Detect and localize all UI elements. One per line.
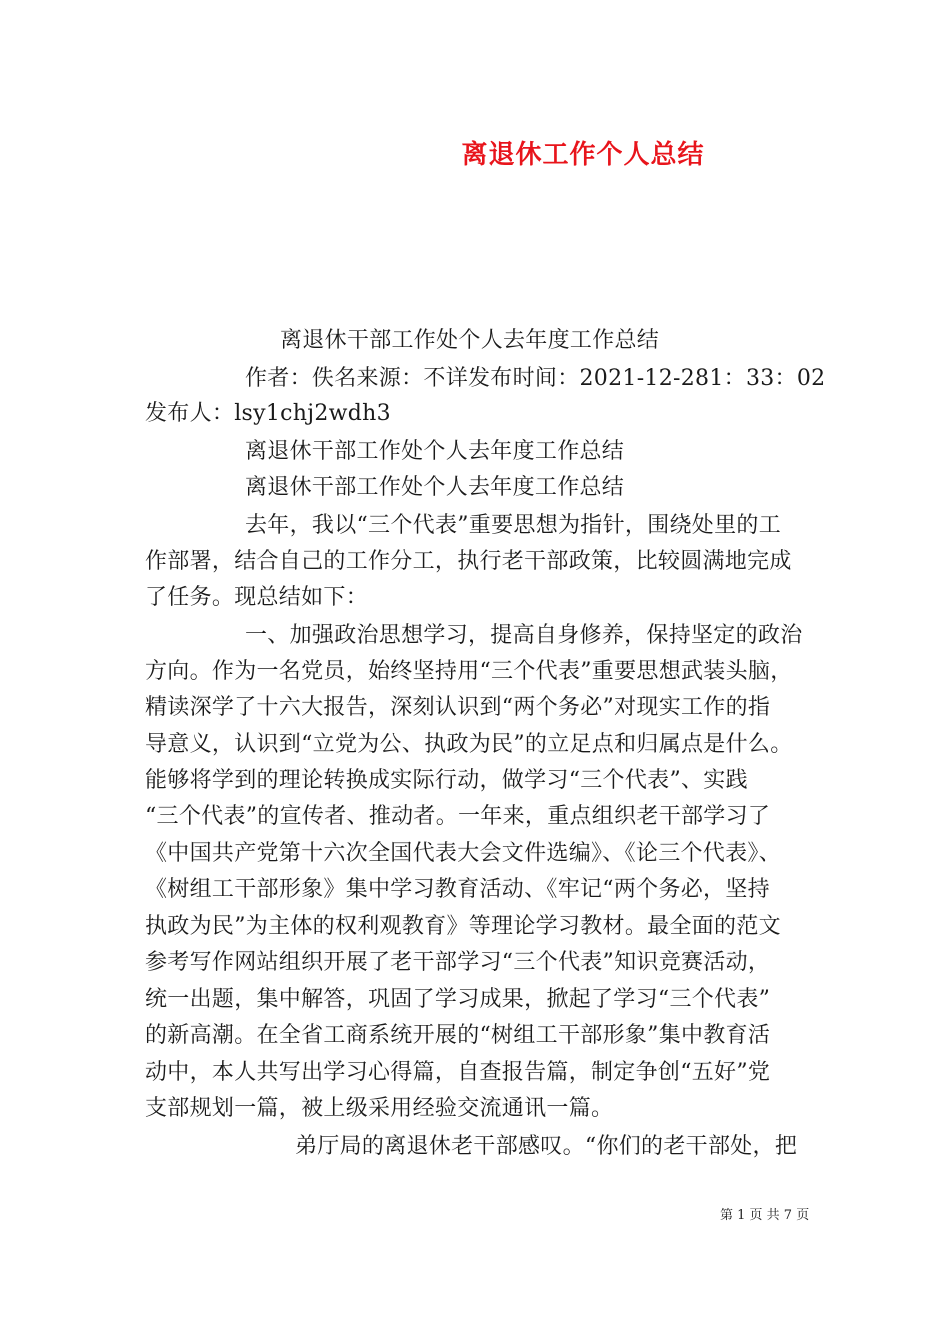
paragraph-line: 统一出题，集中解答，巩固了学习成果，掀起了学习“三个代表” [145,987,771,1012]
page-number-footer: 第 1 页 共 7 页 [720,1208,810,1223]
paragraph-line: 能够将学到的理论转换成实际行动，做学习“三个代表”、实践 [145,768,748,793]
paragraph-line: “三个代表”的宣传者、推动者。一年来，重点组织老干部学习了 [145,804,771,829]
article-meta-line: 作者：佚名来源：不详发布时间：2021-12-281：33：02 [245,366,826,391]
document-title: 离退休工作个人总结 [461,140,705,170]
paragraph-line: 去年，我以“三个代表”重要思想为指针，围绕处里的工 [245,513,781,538]
paragraph-line: 支部规划一篇，被上级采用经验交流通讯一篇。 [145,1096,614,1121]
paragraph-line: 一、加强政治思想学习，提高自身修养，保持坚定的政治 [245,623,803,648]
paragraph-line: 弟厅局的离退休老干部感叹。“你们的老干部处，把 [295,1134,798,1159]
article-publisher-line: 发布人：lsy1chj2wdh3 [145,401,391,426]
paragraph-line: 《树组工干部形象》集中学习教育活动、《牢记“两个务必，坚持 [145,877,770,902]
paragraph-line: 参考写作网站组织开展了老干部学习“三个代表”知识竞赛活动， [145,950,771,975]
paragraph-line: 导意义，认识到“立党为公、执政为民”的立足点和归属点是什么。 [145,732,793,757]
paragraph-line: 动中，本人共写出学习心得篇，自查报告篇，制定争创“五好”党 [145,1060,771,1085]
paragraph-line: 精读深学了十六大报告，深刻认识到“两个务必”对现实工作的指 [145,695,771,720]
paragraph-line: 《中国共产党第十六次全国代表大会文件选编》、《论三个代表》、 [145,841,782,866]
paragraph-line: 了任务。现总结如下： [145,585,369,610]
paragraph-line: 作部署，结合自己的工作分工，执行老干部政策，比较圆满地完成 [145,549,792,574]
paragraph-line: 执政为民”为主体的权利观教育》等理论学习教材。最全面的范文 [145,914,781,939]
article-subheading: 离退休干部工作处个人去年度工作总结 [245,475,625,500]
article-subheading: 离退休干部工作处个人去年度工作总结 [245,439,625,464]
paragraph-line: 的新高潮。在全省工商系统开展的“树组工干部形象”集中教育活 [145,1023,771,1048]
article-heading: 离退休干部工作处个人去年度工作总结 [280,328,660,353]
paragraph-line: 方向。作为一名党员，始终坚持用“三个代表”重要思想武装头脑， [145,659,793,684]
